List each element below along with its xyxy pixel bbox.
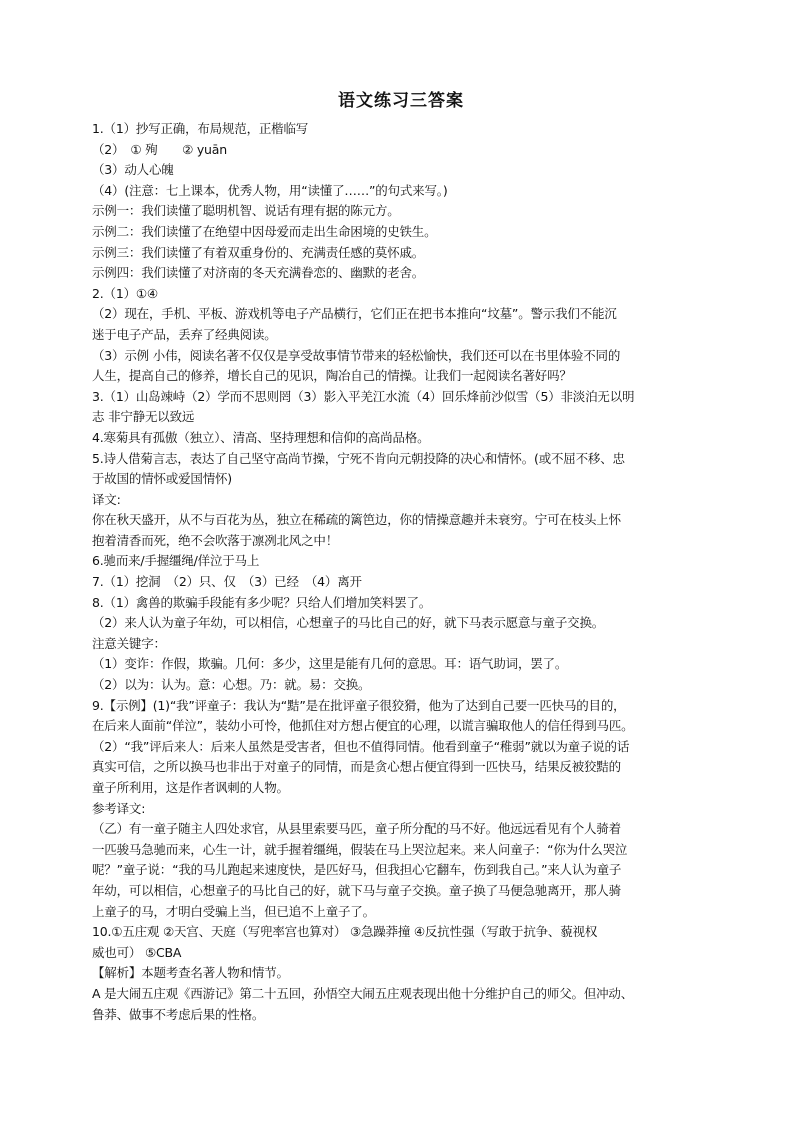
answer-line: 于故国的情怀或爱国情怀) xyxy=(92,471,232,487)
answer-line: 参考译文: xyxy=(92,800,146,816)
answer-line: 一匹骏马急驰而来，心生一计，就手握着缰绳，假装在马上哭泣起来。来人问童子：“你为什么哭泣 xyxy=(92,841,628,857)
answer-line: 示例二：我们读懂了在绝望中因母爱而走出生命困境的史铁生。 xyxy=(92,223,437,239)
answer-line: 上童子的马，才明白受骗上当，但已追不上童子了。 xyxy=(92,903,375,919)
answer-line: 你在秋天盛开，从不与百花为丛，独立在稀疏的篱笆边，你的情操意趣并未衰穷。宁可在枝头上怀 xyxy=(92,512,621,528)
answer-line: 【解析】本题考查名著人物和情节。 xyxy=(92,965,289,981)
answer-line: 2.（1）①④ xyxy=(92,285,158,301)
answer-line: （2）以为：认为。意：心想。乃：就。易：交换。 xyxy=(92,677,371,693)
answer-line: 鲁莽、做事不考虑后果的性格。 xyxy=(92,1006,265,1022)
answer-line: （1）变诈：作假，欺骗。几何：多少，这里是能有几何的意思。耳：语气助词，罢了。 xyxy=(92,656,568,672)
answer-line: 示例四：我们读懂了对济南的冬天充满眷恋的、幽默的老舍。 xyxy=(92,265,425,281)
answer-line: 8.（1）禽兽的欺骗手段能有多少呢？只给人们增加笑料罢了。 xyxy=(92,594,432,610)
answer-line: （2）来人认为童子年幼，可以相信，心想童子的马比自己的好，就下马表示愿意与童子交换。 xyxy=(92,615,605,631)
answer-line: A 是大闹五庄观《西游记》第二十五回，孙悟空大闹五庄观表现出他十分维护自己的师父。但冲动、 xyxy=(92,985,634,1001)
answer-line: 10.①五庄观 ②天宫、天庭（写兜率宫也算对） ③急躁莽撞 ④反抗性强（写敢于抗争、藐视权 xyxy=(92,924,598,940)
answer-line: 示例三：我们读懂了有着双重身份的、充满责任感的莫怀戚。 xyxy=(92,244,425,260)
answer-sheet xyxy=(92,80,710,1025)
answer-line: （2）“我”评后来人：后来人虽然是受害者，但也不值得同情。他看到童子“稚弱”就以为童子说的话 xyxy=(92,738,630,754)
answer-line: （4）(注意：七上课本，优秀人物，用“读懂了……”的句式来写。) xyxy=(92,182,448,198)
answer-line: 3.（1）山岛竦峙（2）学而不思则罔（3）影入平羌江水流（4）回乐烽前沙似雪（5）非淡泊无以明 xyxy=(92,388,635,404)
answer-line: 威也可） ⑤CBA xyxy=(92,944,182,960)
answer-line: 呢？”童子说：“我的马儿跑起来速度快，是匹好马，但我担心它翻车，伤到我自己。”来人认为童子 xyxy=(92,862,622,878)
answer-line: 迷于电子产品，丢弃了经典阅读。 xyxy=(92,326,277,342)
answer-line: 1.（1）抄写正确，布局规范，正楷临写 xyxy=(92,121,309,136)
answer-line: 7.（1）挖洞 （2）只、仅 （3）已经 （4）离开 xyxy=(92,574,362,590)
answer-line: 9.【示例】(1)“我”评童子：我认为“黠”是在批评童子很狡猾，他为了达到自己要一匹快马的目的， xyxy=(92,697,626,713)
answer-line: （3）示例 小伟，阅读名著不仅仅是享受故事情节带来的轻松愉快，我们还可以在书里体验不同的 xyxy=(92,347,621,363)
answer-line: 4.寒菊具有孤傲（独立）、清高、坚持理想和信仰的高尚品格。 xyxy=(92,429,430,445)
answer-line: 5.诗人借菊言志，表达了自己坚守高尚节操，宁死不肯向元朝投降的决心和情怀。(或不屈不移、忠 xyxy=(92,450,625,466)
answer-line: 译文: xyxy=(92,491,121,507)
answer-line: 6.驰而来/手握缰绳/佯泣于马上 xyxy=(92,553,260,569)
answer-line: 在后来人面前“佯泣”，装幼小可怜，他抓住对方想占便宜的心理，以谎言骗取他人的信任得到马匹。 xyxy=(92,718,634,734)
answer-line: 人生，提高自己的修养，增长自己的见识，陶冶自己的情操。让我们一起阅读名著好吗？ xyxy=(92,368,572,384)
page-title: 语文练习三答案 xyxy=(338,91,464,111)
answer-line: 志 非宁静无以致远 xyxy=(92,409,195,425)
answer-line: 注意关键字： xyxy=(92,635,166,651)
answer-line: 示例一：我们读懂了聪明机智、说话有理有据的陈元方。 xyxy=(92,203,400,219)
answer-line: （乙）有一童子随主人四处求官，从县里索要马匹，童子所分配的马不好。他远远看见有个人骑着 xyxy=(92,821,621,837)
answer-line: 童子所利用，这是作者讽刺的人物。 xyxy=(92,780,289,795)
answer-line: 年幼，可以相信，心想童子的马比自己的好，就下马与童子交换。童子换了马便急驰离开，那人骑 xyxy=(92,882,621,898)
answer-line: （2） ① 殉 ② yuān xyxy=(92,141,227,157)
answer-line: （3）动人心魄 xyxy=(92,162,174,178)
answer-body xyxy=(92,119,710,1025)
answer-line: 抱着清香而死，绝不会吹落于凛冽北风之中！ xyxy=(92,532,339,548)
answer-line: 真实可信，之所以换马也非出于对童子的同情，而是贪心想占便宜得到一匹快马，结果反被狡黠的 xyxy=(92,759,621,775)
answer-line: （2）现在，手机、平板、游戏机等电子产品横行，它们正在把书本推向“坟墓”。警示我们不能沉 xyxy=(92,306,617,322)
